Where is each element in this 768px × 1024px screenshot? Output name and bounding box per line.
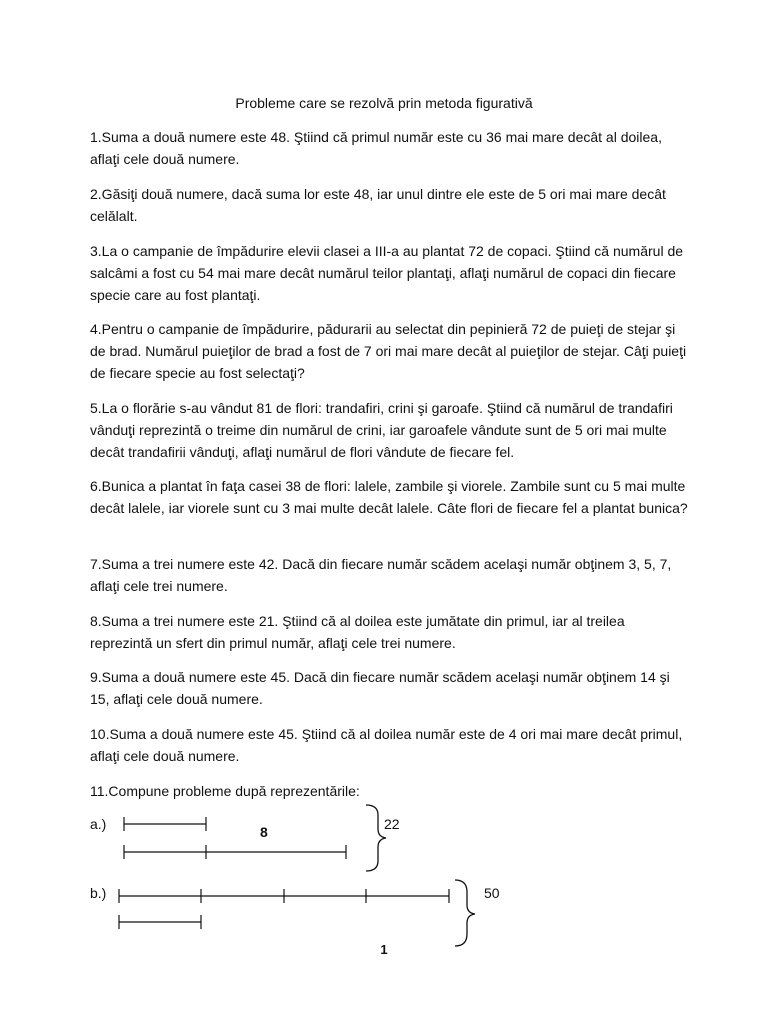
diagram-a-label: a.) (90, 816, 107, 832)
page-title: Probleme care se rezolvă prin metoda figurativă (235, 95, 533, 111)
diagram-a-total: 22 (384, 816, 400, 832)
problem-8: 8.Suma a trei numere este 21. Ştiind că al doilea este jumătate din primul, iar al treilea reprezintă un sfert din primul număr, aflaţi cele trei numere. (90, 613, 625, 651)
problem-5: 5.La o florărie s-au vândut 81 de flori: trandafiri, crini şi garoafe. Ştiind că numărul de trandafiri vânduţi reprezintă o treime din numărul de crini, iar garoafele vândute sunt de 5 ori mai multe decât trandafirii vânduţi, aflaţi numărul de flori vândute de fiecare fel. (90, 400, 673, 460)
diagram-b-label: b.) (90, 885, 107, 901)
diagram-b-brace (455, 880, 475, 946)
diagram-a-segment-1 (124, 817, 206, 831)
diagram-b-segment-1 (119, 889, 449, 903)
diagram-a-segment-value: 8 (260, 824, 268, 840)
problem-10: 10.Suma a două numere este 45. Ştiind că al doilea număr este de 4 ori mai mare decât primul, aflaţi cele două numere. (90, 726, 683, 764)
diagram-a-segment-2 (124, 845, 346, 859)
problem-1: 1.Suma a două numere este 48. Ştiind că primul număr este cu 36 mai mare decât al doilea, aflaţi cele două numere. (90, 129, 662, 167)
problem-2: 2.Găsiţi două numere, dacă suma lor este 48, iar unul dintre ele este de 5 ori mai mare decât celălalt. (90, 186, 666, 224)
problem-6: 6.Bunica a plantat în faţa casei 38 de flori: lalele, zambile şi viorele. Zambile sunt cu 5 mai multe decât lalele, iar viorele sunt cu 3 mai multe decât lalele. Câte flori de fiecare fel a plantat bunica? (90, 478, 688, 516)
problem-11: 11.Compune probleme după reprezentările: (90, 783, 360, 799)
problem-4: 4.Pentru o campanie de împădurire, pădurarii au selectat din pepinieră 72 de puieţi de stejar şi de brad. Numărul puieţilor de brad a fost de 7 ori mai mare decât al puieţilor de stejar. Câţi puieţi de fiecare specie au fost selectaţi? (90, 321, 687, 381)
diagram-b-segment-2 (119, 915, 201, 929)
problem-7: 7.Suma a trei numere este 42. Dacă din fiecare număr scădem acelaşi număr obţinem 3, 5, 7, aflaţi cele trei numere. (90, 556, 672, 594)
problem-3: 3.La o campanie de împădurire elevii clasei a III-a au plantat 72 de copaci. Ştiind că numărul de salcâmi a fost cu 54 mai mare decât numărul teilor plantaţi, aflaţi numărul de copaci din fiecare specie care au fost plantaţi. (90, 243, 684, 303)
diagram-b-total: 50 (484, 885, 500, 901)
diagram-b (90, 880, 500, 946)
diagram-a (90, 805, 400, 871)
problem-9: 9.Suma a două numere este 45. Dacă din fiecare număr scădem acelaşi număr obţinem 14 şi 15, aflaţi cele două numere. (90, 669, 670, 707)
diagram-a-brace (366, 805, 386, 871)
page-number: 1 (380, 942, 388, 957)
